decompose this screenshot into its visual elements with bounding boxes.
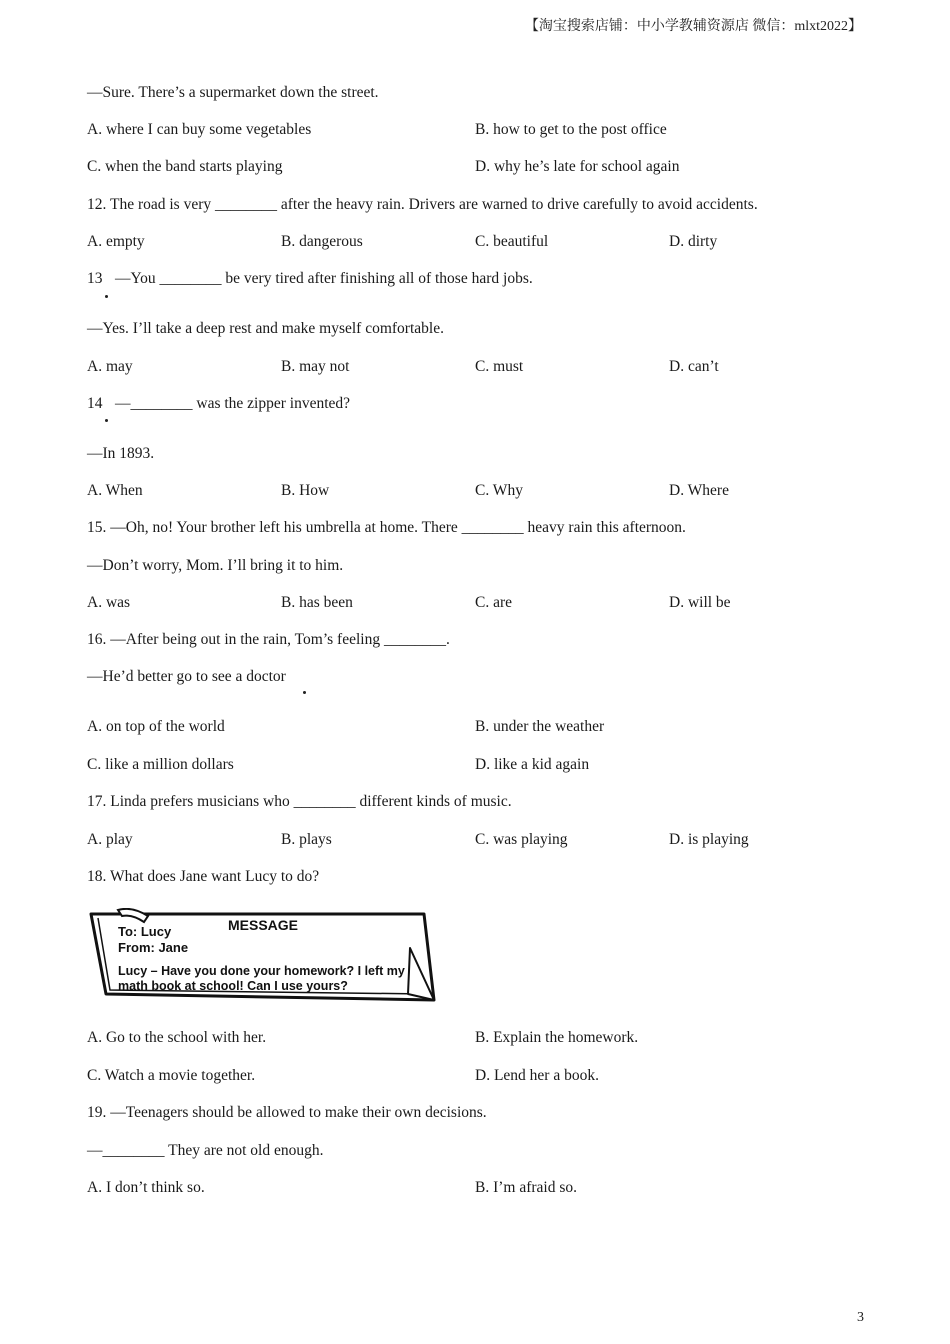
q18-option-d: D. Lend her a book. [475,1067,599,1084]
q14-option-d: D. Where [669,482,729,499]
q10-reply: —Sure. There’s a supermarket down the street. [87,84,379,101]
message-note-image [88,908,440,1004]
q16-option-d: D. like a kid again [475,756,590,773]
q16-dot [303,691,306,694]
q19-stem: 19. —Teenagers should be allowed to make their own decisions. [87,1104,487,1121]
q18-stem: 18. What does Jane want Lucy to do? [87,868,320,885]
message-body-line1: Lucy – Have you done your homework? I left my [118,964,405,978]
q15-option-a: A. was [87,594,131,611]
q13-option-b: B. may not [281,358,350,375]
q14-option-c: C. Why [475,482,523,499]
q12-option-a: A. empty [87,233,145,250]
q16-option-a: A. on top of the world [87,718,225,735]
q15-reply: —Don’t worry, Mom. I’ll bring it to him. [87,557,344,574]
q14-option-a: A. When [87,482,143,499]
q15-stem: 15. —Oh, no! Your brother left his umbrella at home. There ________ heavy rain this afternoon. [87,519,686,536]
q13-number: 13 [87,270,103,287]
page-number: 3 [857,1310,864,1325]
q14-option-b: B. How [281,482,330,499]
q15-option-b: B. has been [281,594,353,611]
q18-option-c: C. Watch a movie together. [87,1067,256,1084]
q17-option-d: D. is playing [669,831,749,848]
q12-option-c: C. beautiful [475,233,549,250]
q11-option-b: B. how to get to the post office [475,121,667,138]
q16-option-b: B. under the weather [475,718,605,735]
q19-reply: —________ They are not old enough. [87,1142,324,1159]
q17-option-c: C. was playing [475,831,568,848]
message-title: MESSAGE [228,917,299,933]
message-to: To: Lucy [118,924,172,939]
q14-reply: —In 1893. [87,445,155,462]
q17-option-a: A. play [87,831,133,848]
q11-option-d: D. why he’s late for school again [475,158,680,175]
q17-stem: 17. Linda prefers musicians who ________ different kinds of music. [87,793,512,810]
q13-option-c: C. must [475,358,524,375]
q19-option-b: B. I’m afraid so. [475,1179,578,1196]
q12-option-b: B. dangerous [281,233,363,250]
q18-option-b: B. Explain the homework. [475,1029,639,1046]
q12-option-d: D. dirty [669,233,718,250]
q11-option-a: A. where I can buy some vegetables [87,121,312,138]
q14-dot [105,419,108,422]
q14-stem: —________ was the zipper invented? [115,395,351,412]
q18-option-a: A. Go to the school with her. [87,1029,267,1046]
q16-option-c: C. like a million dollars [87,756,234,773]
q13-stem: —You ________ be very tired after finishing all of those hard jobs. [115,270,533,287]
q15-option-d: D. will be [669,594,731,611]
q13-reply: —Yes. I’ll take a deep rest and make myself comfortable. [87,320,444,337]
q12-stem: 12. The road is very ________ after the heavy rain. Drivers are warned to drive carefully to avoid accidents. [87,196,758,213]
q15-option-c: C. are [475,594,513,611]
q13-option-a: A. may [87,358,133,375]
message-from: From: Jane [118,940,189,955]
q13-dot [105,295,108,298]
q16-reply: —He’d better go to see a doctor [87,668,286,685]
message-body-line2: math book at school! Can I use yours? [118,979,348,993]
page-header: 【淘宝搜索店铺：中小学教辅资源店 微信：mlxt2022】 [524,19,862,34]
q13-option-d: D. can’t [669,358,719,375]
q19-option-a: A. I don’t think so. [87,1179,205,1196]
q16-stem: 16. —After being out in the rain, Tom’s feeling ________. [87,631,450,648]
q14-number: 14 [87,395,103,412]
q11-option-c: C. when the band starts playing [87,158,283,175]
q17-option-b: B. plays [281,831,332,848]
